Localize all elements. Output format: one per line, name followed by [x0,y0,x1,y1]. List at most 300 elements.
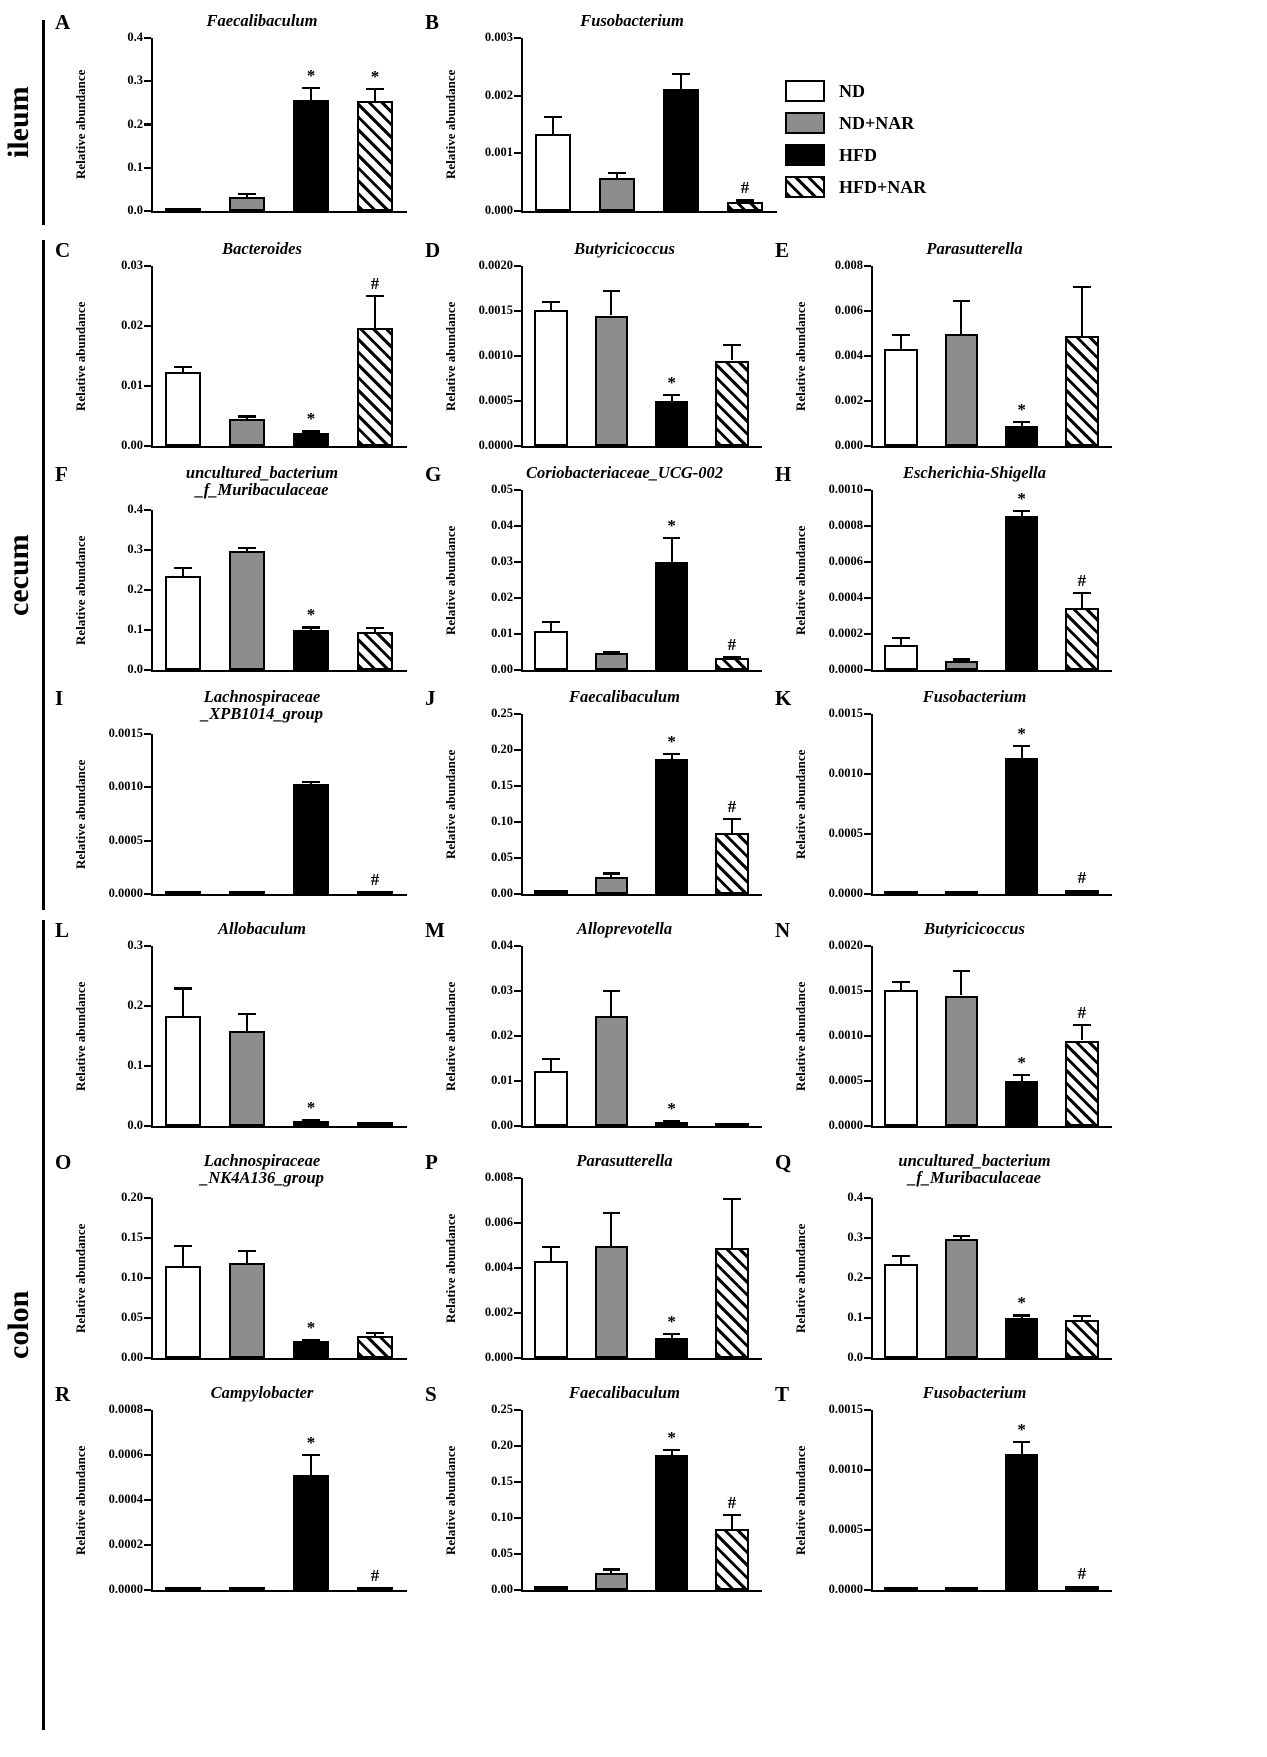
y-axis-label-I: Relative abundance [73,759,88,869]
chart-panel-E [775,238,1120,460]
x-axis-F [151,670,407,672]
y-axis-T [871,1410,873,1590]
chart-panel-K [775,686,1120,908]
errorcap-M-ndnar [603,990,621,992]
y-axis-label-D: Relative abundance [443,301,458,411]
y-tick-C-0 [144,445,151,447]
y-ticklabel-M-1: 0.01 [491,1073,513,1087]
y-axis-P [521,1178,523,1358]
panel-title-H: Escherichia-Shigella [902,463,1046,482]
chart-panel-H [775,462,1120,684]
errorbar-P-nd [550,1246,552,1262]
plot-area-R [151,1410,407,1590]
y-ticklabel-S-0: 0.00 [491,1582,513,1596]
plot-area-E [871,266,1112,446]
y-axis-E [871,266,873,446]
y-ticklabel-M-2: 0.02 [491,1028,513,1042]
bar-K-hfd [1005,758,1039,894]
panel-title-R: Campylobacter [210,1383,314,1402]
y-ticklabel-C-1: 0.01 [121,378,143,392]
y-tick-I-2 [144,786,151,788]
panel-title-P: Parasutterella [576,1151,673,1170]
y-tick-C-1 [144,385,151,387]
y-tick-B-2 [514,95,521,97]
errorcap-F-hfd [302,626,321,628]
panel-letter-S: S [425,1382,437,1406]
y-tick-B-0 [514,210,521,212]
errorcap-B-hfd [672,73,691,75]
errorcap-A-hfd [302,87,321,89]
y-axis-label-P: Relative abundance [443,1213,458,1323]
y-ticklabel-N-3: 0.0015 [828,983,863,997]
significance-J-hfdnar: # [727,796,737,816]
y-ticklabel-D-1: 0.0005 [478,393,513,407]
y-tick-E-2 [864,355,871,357]
y-ticklabel-Q-1: 0.1 [847,1310,863,1324]
y-tick-I-0 [144,893,151,895]
bar-H-hfd [1005,516,1039,670]
bar-A-hfdnar [357,101,393,211]
y-tick-Q-0 [864,1357,871,1359]
y-ticklabel-C-3: 0.03 [121,258,143,272]
panel-title-D: Butyricicoccus [574,239,675,258]
panel-title-A: Faecalibaculum [206,11,318,30]
y-ticklabel-N-2: 0.0010 [828,1028,863,1042]
y-tick-J-0 [514,893,521,895]
y-ticklabel-K-3: 0.0015 [828,706,863,720]
section-rule-cecum [42,240,45,910]
bar-M-hfd [655,1122,689,1127]
plot-area-H [871,490,1112,670]
section-label-cecum: cecum [2,534,35,616]
bar-T-hfd [1005,1454,1039,1590]
bar-L-hfdnar [357,1122,393,1126]
y-ticklabel-Q-0: 0.0 [847,1350,863,1364]
significance-I-hfdnar: # [370,870,380,889]
errorcap-B-hfdnar [736,199,755,201]
bar-D-ndnar [595,316,629,447]
y-tick-J-1 [514,857,521,859]
errorcap-P-ndnar [603,1212,621,1214]
y-ticklabel-B-2: 0.002 [484,87,513,102]
y-tick-H-4 [864,525,871,527]
y-tick-M-2 [514,1035,521,1037]
chart-panel-O [55,1150,415,1372]
x-axis-E [871,446,1112,448]
y-ticklabel-O-2: 0.10 [121,1270,143,1284]
y-tick-G-3 [514,561,521,563]
significance-T-hfdnar: # [1077,1564,1087,1584]
panel-letter-J: J [425,686,436,710]
chart-panel-T [775,1382,1120,1604]
errorcap-H-nd [892,637,910,639]
legend-label-hfd: HFD [839,144,877,165]
bar-S-ndnar [595,1573,629,1590]
y-ticklabel-H-3: 0.0006 [828,554,863,568]
y-tick-S-1 [514,1553,521,1555]
plot-area-B [521,38,777,211]
errorcap-G-hfdnar [723,656,741,658]
y-ticklabel-J-3: 0.15 [491,778,513,792]
y-tick-G-0 [514,669,521,671]
errorcap-F-hfdnar [366,627,385,629]
bar-N-hfd [1005,1081,1039,1126]
y-axis-label-J: Relative abundance [443,749,458,859]
y-ticklabel-N-0: 0.0000 [828,1118,863,1132]
significance-C-hfdnar: # [370,273,380,293]
bar-D-hfdnar [715,361,749,447]
y-tick-N-3 [864,990,871,992]
errorcap-C-hfd [302,430,321,432]
bar-T-hfdnar [1065,1586,1099,1590]
errorcap-G-nd [542,621,560,623]
errorbar-D-ndnar [610,290,612,315]
bar-F-hfd [293,630,329,670]
chart-panel-N [775,918,1120,1140]
y-ticklabel-C-2: 0.02 [121,318,143,332]
y-tick-M-0 [514,1125,521,1127]
y-ticklabel-P-0: 0.000 [484,1350,513,1364]
y-tick-H-1 [864,633,871,635]
y-ticklabel-E-1: 0.002 [834,393,863,407]
y-axis-G [521,490,523,670]
panel-letter-C: C [55,238,71,262]
chart-panel-I [55,686,415,908]
y-ticklabel-T-0: 0.0000 [828,1582,863,1596]
bar-J-hfd [655,759,689,894]
bar-P-ndnar [595,1246,629,1359]
y-ticklabel-K-1: 0.0005 [828,826,863,840]
y-ticklabel-Q-3: 0.3 [847,1230,863,1244]
y-axis-label-G: Relative abundance [443,525,458,635]
y-axis-A [151,38,153,211]
x-axis-O [151,1358,407,1360]
y-tick-G-1 [514,633,521,635]
y-tick-S-2 [514,1517,521,1519]
bar-H-nd [884,645,918,670]
panel-title-B: Fusobacterium [580,11,684,30]
y-ticklabel-T-3: 0.0015 [828,1402,863,1416]
errorcap-E-ndnar [953,300,971,302]
y-tick-N-0 [864,1125,871,1127]
y-ticklabel-O-4: 0.20 [121,1190,143,1204]
bar-N-ndnar [945,996,979,1127]
y-axis-label-K: Relative abundance [793,749,808,859]
y-tick-M-1 [514,1080,521,1082]
panel-letter-L: L [55,918,70,942]
bar-G-hfdnar [715,658,749,670]
y-ticklabel-F-3: 0.3 [127,542,143,556]
bar-G-ndnar [595,653,629,670]
y-tick-N-1 [864,1080,871,1082]
panel-letter-T: T [775,1382,790,1406]
bar-A-hfd [293,100,329,211]
y-ticklabel-A-0: 0.0 [127,203,143,217]
y-tick-M-3 [514,990,521,992]
y-ticklabel-A-3: 0.3 [127,73,143,88]
y-tick-Q-2 [864,1277,871,1279]
panel-title-K: Fusobacterium [922,687,1027,706]
y-ticklabel-I-3: 0.0015 [108,726,143,740]
errorcap-M-nd [542,1058,560,1060]
y-ticklabel-T-1: 0.0005 [828,1522,863,1536]
x-axis-C [151,446,407,448]
y-axis-label-B: Relative abundance [443,69,458,180]
y-tick-Q-4 [864,1197,871,1199]
y-tick-H-3 [864,561,871,563]
legend-item-ndnar [785,112,914,134]
bar-O-nd [165,1266,201,1358]
panel-letter-G: G [425,462,442,486]
y-ticklabel-G-1: 0.01 [491,626,513,640]
errorcap-H-hfdnar [1073,592,1091,594]
y-ticklabel-J-4: 0.20 [491,742,513,756]
y-tick-C-3 [144,265,151,267]
x-axis-H [871,670,1112,672]
y-ticklabel-A-4: 0.4 [127,30,143,44]
bar-L-nd [165,1016,201,1126]
y-ticklabel-B-0: 0.000 [484,203,513,217]
errorcap-B-ndnar [608,172,627,174]
y-tick-A-3 [144,80,151,82]
y-axis-label-T: Relative abundance [793,1445,808,1555]
y-tick-H-0 [864,669,871,671]
y-axis-I [151,734,153,894]
errorbar-L-ndnar [246,1013,248,1030]
y-ticklabel-P-2: 0.004 [484,1260,513,1274]
errorcap-M-hfd [663,1120,681,1122]
y-ticklabel-B-3: 0.003 [484,30,513,44]
bar-B-ndnar [599,178,635,211]
errorcap-C-nd [174,366,193,368]
y-tick-P-4 [514,1177,521,1179]
significance-T-hfd: * [1017,1420,1026,1440]
y-ticklabel-H-2: 0.0004 [828,590,863,604]
plot-area-G [521,490,762,670]
y-tick-A-0 [144,210,151,212]
y-axis-R [151,1410,153,1590]
errorcap-F-ndnar [238,547,257,549]
errorbar-P-hfdnar [731,1198,733,1248]
y-axis-label-O: Relative abundance [73,1223,88,1333]
y-axis-label-M: Relative abundance [443,981,458,1091]
y-ticklabel-B-1: 0.001 [484,145,513,160]
errorbar-N-ndnar [960,970,962,995]
errorcap-D-ndnar [603,290,621,292]
bar-P-nd [534,1261,568,1358]
y-ticklabel-E-4: 0.008 [834,258,863,272]
panel-title-Q: uncultured_bacterium _f_Muribaculaceae [898,1151,1051,1188]
errorbar-B-hfd [680,73,682,89]
errorcap-B-nd [544,116,563,118]
panel-letter-M: M [425,918,445,942]
y-tick-F-3 [144,549,151,551]
y-ticklabel-P-1: 0.002 [484,1305,513,1319]
errorcap-G-hfd [663,537,681,539]
bar-S-nd [534,1586,568,1590]
y-ticklabel-D-3: 0.0015 [478,303,513,317]
errorcap-N-hfdnar [1073,1024,1091,1026]
errorcap-S-hfd [663,1449,681,1451]
y-tick-P-1 [514,1312,521,1314]
bar-M-hfdnar [715,1123,749,1127]
panel-letter-N: N [775,918,791,942]
y-ticklabel-L-3: 0.3 [127,938,143,952]
errorcap-O-nd [174,1245,193,1247]
panel-letter-E: E [775,238,790,262]
errorcap-L-ndnar [238,1013,257,1015]
y-tick-L-3 [144,945,151,947]
y-tick-S-0 [514,1589,521,1591]
y-axis-B [521,38,523,211]
y-tick-F-4 [144,509,151,511]
y-ticklabel-J-2: 0.10 [491,814,513,828]
bar-T-ndnar [945,1587,979,1591]
bar-E-hfd [1005,426,1039,446]
legend-item-nd [785,80,865,102]
errorcap-D-hfdnar [723,344,741,346]
y-tick-I-1 [144,840,151,842]
y-ticklabel-L-2: 0.2 [127,998,143,1012]
section-label-ileum: ileum [2,86,35,159]
bar-Q-hfdnar [1065,1320,1099,1358]
x-axis-Q [871,1358,1112,1360]
y-axis-C [151,266,153,446]
y-ticklabel-D-0: 0.0000 [478,438,513,452]
bar-J-ndnar [595,877,629,894]
y-tick-J-5 [514,713,521,715]
y-ticklabel-S-5: 0.25 [491,1402,513,1416]
y-ticklabel-H-4: 0.0008 [828,518,863,532]
y-ticklabel-A-1: 0.1 [127,159,143,174]
y-axis-label-C: Relative abundance [73,301,88,411]
chart-panel-J [425,686,770,908]
y-axis-N [871,946,873,1126]
panel-title-C: Bacteroides [222,239,302,258]
chart-panel-S [425,1382,770,1604]
chart-panel-C [55,238,415,460]
y-axis-D [521,266,523,446]
errorcap-S-ndnar [603,1568,621,1570]
bar-B-hfdnar [727,202,763,211]
errorcap-I-hfd [302,781,321,783]
y-ticklabel-H-0: 0.0000 [828,662,863,676]
y-tick-S-4 [514,1445,521,1447]
y-tick-J-4 [514,749,521,751]
plot-area-T [871,1410,1112,1590]
plot-area-J [521,714,762,894]
bar-F-ndnar [229,551,265,670]
bar-L-ndnar [229,1031,265,1126]
bar-O-hfd [293,1341,329,1358]
panel-title-I: Lachnospiraceae _XPB1014_group [201,687,323,724]
chart-panel-P [425,1150,770,1372]
plot-area-Q [871,1198,1112,1358]
y-axis-S [521,1410,523,1590]
bar-L-hfd [293,1121,329,1126]
y-axis-label-L: Relative abundance [73,981,88,1091]
y-tick-A-1 [144,167,151,169]
panel-letter-R: R [55,1382,71,1406]
bar-O-ndnar [229,1263,265,1358]
errorcap-Q-ndnar [953,1235,971,1237]
bar-P-hfdnar [715,1248,749,1358]
errorcap-P-hfdnar [723,1198,741,1200]
chart-panel-M [425,918,770,1140]
y-ticklabel-J-0: 0.00 [491,886,513,900]
y-tick-B-1 [514,152,521,154]
bar-H-ndnar [945,661,979,670]
errorcap-T-hfd [1013,1441,1031,1443]
y-axis-M [521,946,523,1126]
bar-C-nd [165,372,201,446]
y-ticklabel-R-2: 0.0004 [108,1492,143,1506]
bar-M-ndnar [595,1016,629,1126]
y-ticklabel-T-2: 0.0010 [828,1462,863,1476]
x-axis-B [521,211,777,213]
y-tick-O-2 [144,1277,151,1279]
y-ticklabel-E-0: 0.000 [834,438,863,452]
y-tick-M-4 [514,945,521,947]
errorbar-B-nd [552,116,554,134]
y-tick-I-3 [144,733,151,735]
legend-swatch-hfdnar [785,176,825,198]
errorcap-P-nd [542,1246,560,1248]
plot-area-F [151,510,407,670]
errorcap-A-hfdnar [366,88,385,90]
y-ticklabel-E-3: 0.006 [834,303,863,317]
y-axis-J [521,714,523,894]
errorcap-Q-hfdnar [1073,1315,1091,1317]
significance-N-hfd: * [1017,1052,1026,1072]
panel-title-F: uncultured_bacterium _f_Muribaculaceae [185,463,339,500]
significance-S-hfdnar: # [727,1492,737,1512]
errorcap-A-ndnar [238,193,257,195]
bar-R-hfdnar [357,1587,393,1591]
y-tick-D-1 [514,400,521,402]
y-ticklabel-I-0: 0.0000 [108,886,143,900]
errorcap-H-hfd [1013,510,1031,512]
bar-C-hfd [293,433,329,446]
legend-label-ndnar: ND+NAR [839,112,915,133]
y-tick-F-1 [144,629,151,631]
panel-title-M: Alloprevotella [576,919,673,938]
y-axis-L [151,946,153,1126]
chart-panel-Q [775,1150,1120,1372]
plot-area-K [871,714,1112,894]
bar-R-nd [165,1587,201,1591]
plot-area-A [151,38,407,211]
bar-I-hfd [293,784,329,894]
plot-area-S [521,1410,762,1590]
plot-area-D [521,266,762,446]
y-ticklabel-O-1: 0.05 [121,1310,143,1324]
y-ticklabel-M-0: 0.00 [491,1118,513,1132]
bar-R-ndnar [229,1587,265,1591]
errorcap-J-hfdnar [723,818,741,820]
errorbar-L-nd [182,987,184,1015]
y-ticklabel-I-2: 0.0010 [108,779,143,794]
significance-H-hfd: * [1017,489,1026,508]
y-ticklabel-E-2: 0.004 [834,348,863,362]
legend-item-hfdnar [785,176,926,198]
errorcap-E-hfd [1013,421,1031,423]
significance-C-hfd: * [306,409,316,429]
y-tick-D-0 [514,445,521,447]
bar-O-hfdnar [357,1336,393,1358]
bar-R-hfd [293,1475,329,1590]
errorcap-Q-nd [892,1255,910,1257]
